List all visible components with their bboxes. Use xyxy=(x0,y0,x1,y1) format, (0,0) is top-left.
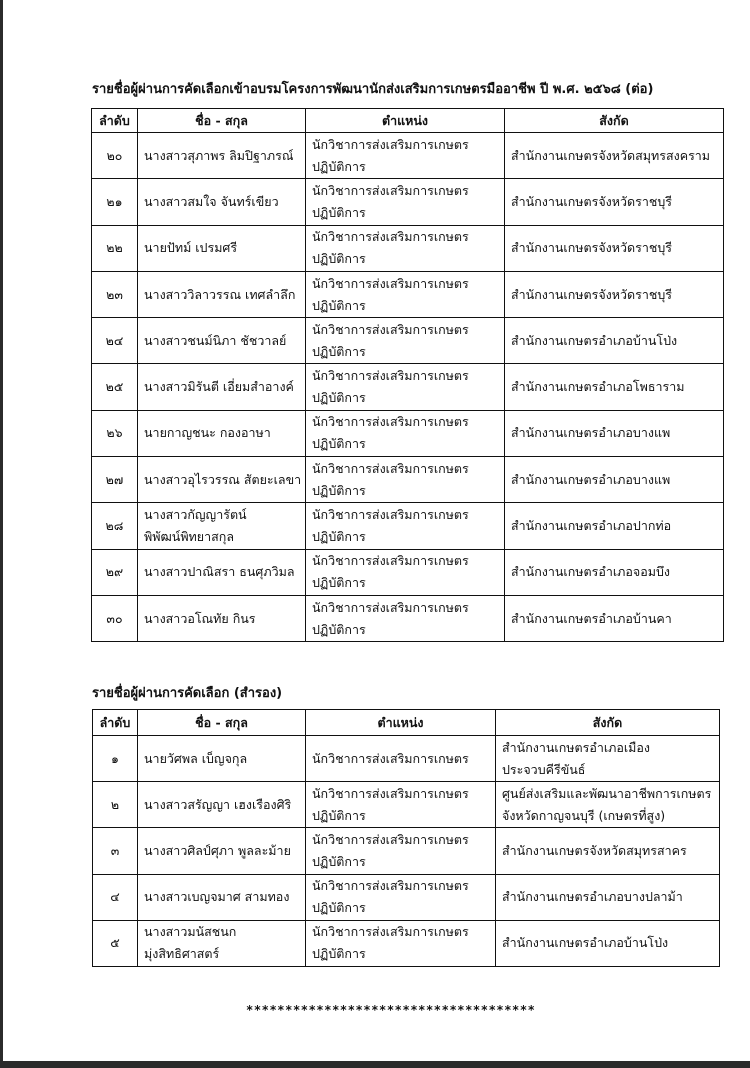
cell-office xyxy=(496,920,720,966)
cell-number: ๓ xyxy=(93,828,138,874)
cell-office xyxy=(505,225,724,271)
cell-name xyxy=(138,457,306,503)
cell-name-line: นางสาวสมใจ จันทร์เขียว xyxy=(144,193,279,209)
reserve-list-heading: รายชื่อผู้ผ่านการคัดเลือก (สำรอง) xyxy=(92,686,283,701)
main-list-table xyxy=(91,108,724,642)
cell-name-line: นางสาวเบญจมาศ สามทอง xyxy=(144,889,290,905)
cell-number: ๒๓ xyxy=(92,271,138,317)
cell-number: ๕ xyxy=(93,920,138,966)
cell-number: ๒๒ xyxy=(92,225,138,271)
cell-position-line: ปฏิบัติการ xyxy=(312,900,366,916)
cell-number: ๓๐ xyxy=(92,595,138,641)
cell-position-line: นักวิชาการส่งเสริมการเกษตร xyxy=(312,599,469,615)
cell-office xyxy=(505,318,724,364)
cell-number: ๒๙ xyxy=(92,549,138,595)
cell-position xyxy=(306,271,505,317)
cell-position-line: ปฏิบัติการ xyxy=(312,853,366,869)
cell-position xyxy=(306,736,496,782)
table-row xyxy=(92,133,724,179)
cell-office-line: สำนักงานเกษตรอำเภอปากท่อ xyxy=(511,518,672,534)
cell-name xyxy=(138,874,306,920)
column-header-name: ชื่อ - สกุล xyxy=(138,109,306,133)
table-row xyxy=(93,736,720,782)
cell-name xyxy=(138,595,306,641)
cell-office-line: สำนักงานเกษตรอำเภอจอมบึง xyxy=(511,564,670,580)
cell-position-line: นักวิชาการส่งเสริมการเกษตร xyxy=(312,275,469,291)
cell-office-line: สำนักงานเกษตรอำเภอเมือง xyxy=(502,739,651,755)
cell-office-line: สำนักงานเกษตรอำเภอโพธาราม xyxy=(511,379,685,395)
cell-office-line: สำนักงานเกษตรจังหวัดราชบุรี xyxy=(511,193,673,209)
cell-position-line: นักวิชาการส่งเสริมการเกษตร xyxy=(312,553,469,569)
table-row xyxy=(93,828,720,874)
cell-number: ๒๔ xyxy=(92,318,138,364)
table-row xyxy=(92,595,724,641)
cell-office-line: สำนักงานเกษตรอำเภอบางแพ xyxy=(511,471,671,487)
cell-office-line: สำนักงานเกษตรอำเภอบางปลาม้า xyxy=(502,889,683,905)
cell-position-line: นักวิชาการส่งเสริมการเกษตร xyxy=(312,750,469,766)
cell-position-line: ปฏิบัติการ xyxy=(312,482,366,498)
cell-position-line: ปฏิบัติการ xyxy=(312,946,366,962)
cell-office xyxy=(505,410,724,456)
table-row xyxy=(93,920,720,966)
table-header-row xyxy=(92,109,724,133)
cell-office-line: ประจวบคีรีขันธ์ xyxy=(502,761,586,777)
cell-position-line: นักวิชาการส่งเสริมการเกษตร xyxy=(312,368,469,384)
table-row xyxy=(92,549,724,595)
cell-number: ๑ xyxy=(93,736,138,782)
table-row xyxy=(92,179,724,225)
cell-number: ๔ xyxy=(93,874,138,920)
cell-name-line: นายวัศพล เบ็ญจกุล xyxy=(144,750,248,766)
cell-name-line: นายปัทม์ เปรมศรี xyxy=(144,240,238,256)
cell-name xyxy=(138,133,306,179)
cell-position-line: ปฏิบัติการ xyxy=(312,343,366,359)
column-header-position: ตำแหน่ง xyxy=(306,710,496,736)
cell-name xyxy=(138,410,306,456)
cell-position-line: นักวิชาการส่งเสริมการเกษตร xyxy=(312,785,469,801)
reserve-list-body xyxy=(93,736,720,967)
cell-position xyxy=(306,318,505,364)
table-row xyxy=(93,782,720,828)
table-row xyxy=(92,364,724,410)
cell-name-line: นายกาญชนะ กองอาษา xyxy=(144,425,271,441)
cell-office-line: สำนักงานเกษตรอำเภอบ้านคา xyxy=(511,610,672,626)
cell-office xyxy=(505,364,724,410)
table-row xyxy=(92,271,724,317)
column-header-office: สังกัด xyxy=(496,710,720,736)
cell-name xyxy=(138,549,306,595)
cell-number: ๒๕ xyxy=(92,364,138,410)
cell-position-line: ปฏิบัติการ xyxy=(312,621,366,637)
reserve-list-table xyxy=(92,709,720,967)
cell-office-line: สำนักงานเกษตรจังหวัดราชบุรี xyxy=(511,286,673,302)
cell-position-line: ปฏิบัติการ xyxy=(312,204,366,220)
cell-position xyxy=(306,503,505,549)
table-row xyxy=(92,410,724,456)
cell-position-line: นักวิชาการส่งเสริมการเกษตร xyxy=(312,229,469,245)
end-of-document-marker: ************************************* xyxy=(246,1003,536,1017)
cell-name-line: พิพัฒน์พิทยาสกุล xyxy=(144,529,234,545)
column-header-number: ลำดับ xyxy=(93,710,138,736)
cell-office xyxy=(505,503,724,549)
cell-name-line: นางสาวสุภาพร ลิมปิฐาภรณ์ xyxy=(144,147,294,163)
cell-position-line: นักวิชาการส่งเสริมการเกษตร xyxy=(312,460,469,476)
cell-office-line: สำนักงานเกษตรจังหวัดราชบุรี xyxy=(511,240,673,256)
cell-office-line: จังหวัดกาญจนบุรี (เกษตรที่สูง) xyxy=(502,807,666,823)
cell-office-line: สำนักงานเกษตรอำเภอบ้านโป่ง xyxy=(502,935,669,951)
cell-name-line: นางสาวมิรันตี เอี่ยมสำอางค์ xyxy=(144,379,294,395)
cell-office xyxy=(505,457,724,503)
cell-name-line: นางสาวกัญญารัตน์ xyxy=(144,507,247,523)
column-header-name: ชื่อ - สกุล xyxy=(138,710,306,736)
cell-position xyxy=(306,179,505,225)
cell-position xyxy=(306,595,505,641)
cell-number: ๒๘ xyxy=(92,503,138,549)
cell-office-line: สำนักงานเกษตรอำเภอบางแพ xyxy=(511,425,671,441)
cell-position xyxy=(306,828,496,874)
cell-office-line: สำนักงานเกษตรจังหวัดสมุทรสาคร xyxy=(502,842,687,858)
cell-office-line: สำนักงานเกษตรจังหวัดสมุทรสงคราม xyxy=(511,147,711,163)
table-row xyxy=(92,457,724,503)
cell-office xyxy=(496,782,720,828)
document-page xyxy=(3,0,750,1061)
cell-position-line: นักวิชาการส่งเสริมการเกษตร xyxy=(312,878,469,894)
cell-name-line: นางสาวชนม์นิภา ชัชวาลย์ xyxy=(144,332,287,348)
cell-position-line: ปฏิบัติการ xyxy=(312,807,366,823)
cell-office-line: ศูนย์ส่งเสริมและพัฒนาอาชีพการเกษตร xyxy=(502,785,712,801)
table-header-row xyxy=(93,710,720,736)
cell-position-line: ปฏิบัติการ xyxy=(312,297,366,313)
cell-position-line: นักวิชาการส่งเสริมการเกษตร xyxy=(312,136,469,152)
cell-name-line: มุ่งสิทธิศาสตร์ xyxy=(144,946,220,962)
cell-name-line: นางสาวมนัสชนก xyxy=(144,924,237,940)
cell-position-line: ปฏิบัติการ xyxy=(312,158,366,174)
cell-office xyxy=(505,595,724,641)
column-header-position: ตำแหน่ง xyxy=(306,109,505,133)
cell-name xyxy=(138,318,306,364)
cell-name xyxy=(138,271,306,317)
cell-position-line: นักวิชาการส่งเสริมการเกษตร xyxy=(312,321,469,337)
column-header-office: สังกัด xyxy=(505,109,724,133)
cell-position xyxy=(306,457,505,503)
cell-office xyxy=(505,133,724,179)
cell-position-line: ปฏิบัติการ xyxy=(312,390,366,406)
cell-office-line: สำนักงานเกษตรอำเภอบ้านโป่ง xyxy=(511,332,678,348)
column-header-number: ลำดับ xyxy=(92,109,138,133)
table-row xyxy=(93,874,720,920)
cell-number: ๒ xyxy=(93,782,138,828)
cell-position-line: นักวิชาการส่งเสริมการเกษตร xyxy=(312,182,469,198)
cell-name-line: นางสาววิลาวรรณ เทศลำลึก xyxy=(144,286,296,302)
cell-name-line: นางสาวสรัญญา เฮงเรืองศิริ xyxy=(144,796,292,812)
cell-office xyxy=(505,549,724,595)
cell-position-line: นักวิชาการส่งเสริมการเกษตร xyxy=(312,831,469,847)
cell-position xyxy=(306,549,505,595)
cell-position-line: ปฏิบัติการ xyxy=(312,251,366,267)
cell-name xyxy=(138,364,306,410)
cell-position-line: นักวิชาการส่งเสริมการเกษตร xyxy=(312,924,469,940)
table-row xyxy=(92,225,724,271)
cell-position-line: นักวิชาการส่งเสริมการเกษตร xyxy=(312,414,469,430)
cell-name xyxy=(138,736,306,782)
cell-name-line: นางสาวศิลป์ศุภา พูลละม้าย xyxy=(144,842,291,858)
cell-office xyxy=(496,828,720,874)
cell-name-line: นางสาวปาณิสรา ธนศุภวิมล xyxy=(144,564,295,580)
cell-position-line: ปฏิบัติการ xyxy=(312,436,366,452)
cell-number: ๒๗ xyxy=(92,457,138,503)
cell-name-line: นางสาวอุไรวรรณ สัตยะเลขา xyxy=(144,471,302,487)
cell-name xyxy=(138,782,306,828)
cell-number: ๒๐ xyxy=(92,133,138,179)
cell-number: ๒๖ xyxy=(92,410,138,456)
cell-position-line: นักวิชาการส่งเสริมการเกษตร xyxy=(312,507,469,523)
cell-name xyxy=(138,828,306,874)
cell-position xyxy=(306,410,505,456)
cell-office xyxy=(505,179,724,225)
cell-office xyxy=(496,874,720,920)
cell-name-line: นางสาวอโณทัย กินร xyxy=(144,610,256,626)
main-list-heading: รายชื่อผู้ผ่านการคัดเลือกเข้าอบรมโครงการพัฒนานักส่งเสริมการเกษตรมืออาชีพ ปี พ.ศ. ๒๕๖๘ (ต่อ) xyxy=(92,82,654,97)
cell-position xyxy=(306,133,505,179)
cell-position xyxy=(306,225,505,271)
cell-name xyxy=(138,179,306,225)
cell-name xyxy=(138,503,306,549)
cell-position-line: ปฏิบัติการ xyxy=(312,575,366,591)
cell-office xyxy=(496,736,720,782)
cell-position-line: ปฏิบัติการ xyxy=(312,529,366,545)
cell-position xyxy=(306,364,505,410)
cell-office xyxy=(505,271,724,317)
table-row xyxy=(92,503,724,549)
main-list-body xyxy=(92,133,724,642)
cell-name xyxy=(138,920,306,966)
cell-name xyxy=(138,225,306,271)
table-row xyxy=(92,318,724,364)
cell-position xyxy=(306,782,496,828)
cell-position xyxy=(306,874,496,920)
cell-number: ๒๑ xyxy=(92,179,138,225)
cell-position xyxy=(306,920,496,966)
